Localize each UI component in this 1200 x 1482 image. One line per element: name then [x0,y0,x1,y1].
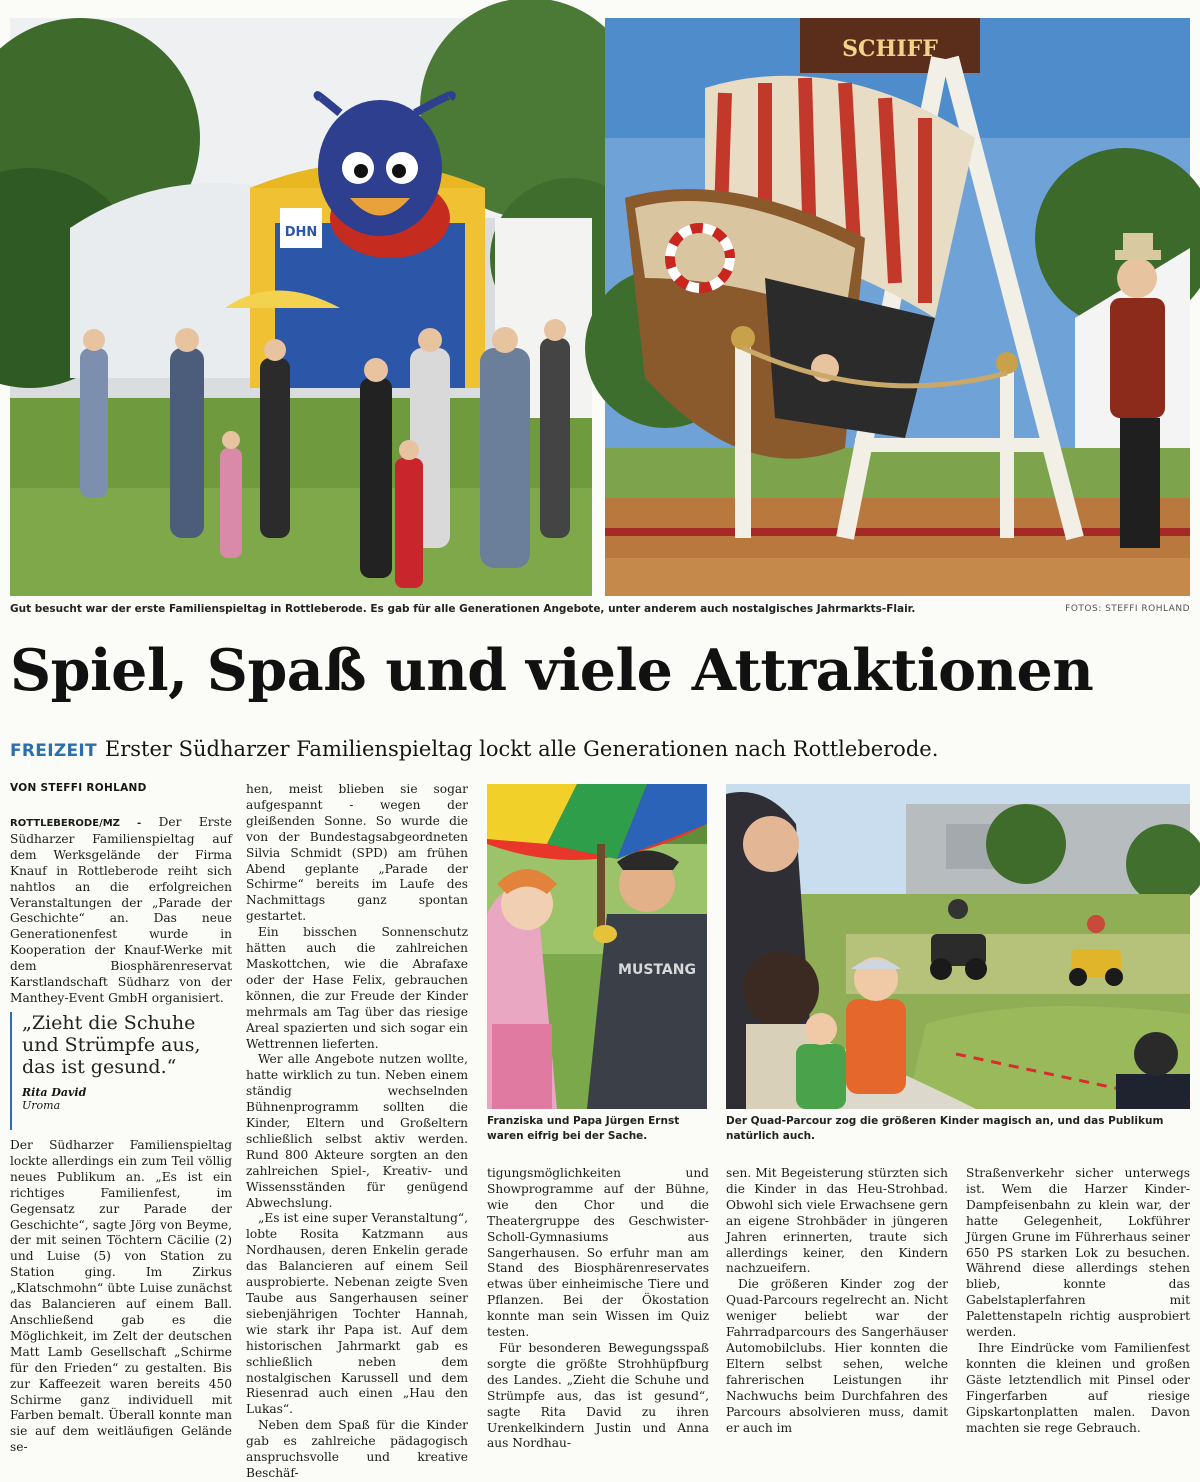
paragraph: „Es ist eine super Veranstaltung“, lobte Rosita Katzmann aus Nordhausen, deren Enkelin gerade das Balancieren auf einem Seil ausprobierte. Nebenan zeigte Sven Taube aus Sangerhausen seiner siebenjährigen Tochter Hannah, wie stark ihr Papa ist. Auf dem historischen Jahrmarkt gab es schließlich neben dem nostalgischen Karussell und dem Riesenrad auch einen „Hau den Lukas“. [246,1211,468,1417]
headline: Spiel, Spaß und viele Attraktionen [10,637,1094,704]
paragraph: Ein bisschen Sonnenschutz hätten auch die zahlreichen Maskottchen, wie die Abrafaxe oder der Hase Felix, gebrauchen können, die zur Freude der Kinder mehrmals am Tag über das riesige Areal spazierten und sich sogar ein Wettrennen lieferten. [246,925,468,1051]
intro-text: Der Erste Südharzer Familienspieltag auf dem Werksgelände der Firma Knauf in Rottleberode reiht sich nahtlos an die erfolgreichen Veranstaltungen der „Parade der Geschichte“ an. Das neue Generationenfest wurde in Kooperation der Knauf-Werke mit dem Biosphärenreservat Karstlandschaft Südharz von der Manthey-Event GmbH organisiert. [10,815,232,1005]
paragraph: Neben dem Spaß für die Kinder gab es zahlreiche pädagogisch anspruchsvolle und kreative Beschäf- [246,1418,468,1480]
top-photo-caption: Gut besucht war der erste Familienspieltag in Rottleberode. Es gab für alle Generationen Angebote, unter anderem auch nostalgisches Jahrmarkts-Flair. [10,603,916,615]
caption-franziska: Franziska und Papa Jürgen Ernst waren eifrig bei der Sache. [487,1115,680,1142]
photo-swing-boat-ride [605,18,1190,596]
intro-paragraph [10,815,232,1007]
paragraph: Ihre Eindrücke vom Familienfest konnten die kleinen und großen Gäste letztendlich mit Pinsel oder Fingerfarben auf riesige Gipskartonplatten malen. Davon machten sie rege Gebrauch. [966,1340,1190,1435]
paragraph: Straßenverkehr sicher unterwegs ist. Wem die Harzer Kinder-Dampfeisenbahn zu klein war, der hatte Gelegenheit, Lokführer Jürgen Grune im Führerhaus seiner 650 PS starken Lok zu besuchen. Während diese allerdings stehen blieb, konnte das Gabelstaplerfahren mit Palettenstapeln richtig ausprobiert werden. [966,1166,1190,1340]
article-column-4 [726,1166,948,1438]
article-column-1-intro [10,815,232,1005]
article-column-5 [966,1166,1190,1438]
byline: VON STEFFI ROHLAND [10,782,147,794]
caption-quad: Der Quad-Parcour zog die größeren Kinder magisch an, und das Publikum natürlich auch. [726,1115,1164,1142]
photo-franziska-umbrella [487,784,707,1109]
pull-quote [10,1012,230,1130]
kicker: FREIZEIT [10,741,97,761]
paragraph: Wer alle Angebote nutzen wollte, hatte wirklich zu tun. Neben einem ständig wechselnden Bühnenprogramm sollten die Kinder, Eltern und Großeltern schließlich selbst aktiv werden. Rund 800 Akteure sorgten an den zahlreichen Spiel-, Kreativ- und Wissensständen für genügend Abwechslung. [246,1052,468,1210]
dateline: ROTTLEBERODE/MZ - [10,818,142,829]
article-column-2 [246,782,468,1480]
photo-festival-crowd [10,18,592,596]
shirt-text: MUSTANG [618,962,696,978]
pull-quote-author: Rita David [22,1086,87,1099]
paragraph: sen. Mit Begeisterung stürzten sich die Kinder in das Heu-Strohbad. Obwohl sich viele Erwachsene gern an eigene Strohbäder in jüngeren Jahren erinnerten, traute sich allerdings keiner, den Kindern nachzueifern. [726,1166,948,1276]
paragraph: tigungsmöglichkeiten und Showprogramme auf der Bühne, wie den Chor und die Theatergruppe des Geschwister-Scholl-Gymnasiums aus Sangerhausen. So erfuhr man am Stand des Biosphärenreservates etwas über einheimische Tiere und Pflanzen. Bei der Ökostation konnte man sein Wissen im Quiz testen. [487,1166,709,1340]
paragraph: Für besonderen Bewegungsspaß sorgte die größte Strohhüpfburg des Landes. „Zieht die Schuhe und Strümpfe aus, das ist gesund“, sagte Rita David zu ihren Urenkelkindern Justin und Anna aus Nordhau- [487,1340,709,1451]
photo-credit: FOTOS: STEFFI ROHLAND [1065,604,1190,614]
photo-quad-parcours [726,784,1190,1109]
paragraph: Die größeren Kinder zog der Quad-Parcours regelrecht an. Nicht weniger beliebt war der Fahrradparcours des Sangerhäuser Automobilclubs. Hier konnten die Eltern selbst sehen, welche fahrerischen Leistungen ihr Nachwuchs beim Durchfahren des Parcours absolvieren muss, damit er auch im [726,1277,948,1435]
article-column-1-body [10,1138,232,1455]
subline-text: Erster Südharzer Familienspieltag lockt alle Generationen nach Rottleberode. [104,737,939,761]
ride-sign: SCHIFF [842,36,938,62]
article-column-3 [487,1166,709,1451]
subline [10,734,1190,766]
paragraph: Der Südharzer Familienspieltag lockte allerdings ein zum Teil völlig neues Publikum an. „Es ist ein richtiges Familienfest, im Gegensatz zur Parade der Geschichte“, sagte Jörg von Beyme, der mit seinen Töchtern Cäcilie (2) und Luise (5) von Station zu Station ging. Im Zirkus „Klatschmohn“ übte Luise zunächst das Balancieren auf einem Ball. Anschließend gab es die Möglichkeit, im Zelt der deutschen Matt Lamb Gesellschaft „Schirme für den Frieden“ zu gestalten. Bis zur Kaffeezeit waren bereits 450 Schirme ganz individuell mit Farben bemalt. Überall konnte man sie auf dem weitläufigen Gelände se- [10,1138,232,1455]
pull-quote-text: „Zieht die Schuhe und Strümpfe aus, das ist gesund.“ [22,1012,201,1078]
bouncy-castle-sign: DHN [284,225,318,240]
paragraph: hen, meist blieben sie sogar aufgespannt - wegen der gleißenden Sonne. So wurde die von der Bundestagsabgeordneten Silvia Schmidt (SPD) am frühen Abend geplante „Parade der Schirme“ bereits im Laufe des Nachmittags ganz spontan gestartet. [246,782,468,924]
pull-quote-role: Uroma [22,1099,61,1112]
